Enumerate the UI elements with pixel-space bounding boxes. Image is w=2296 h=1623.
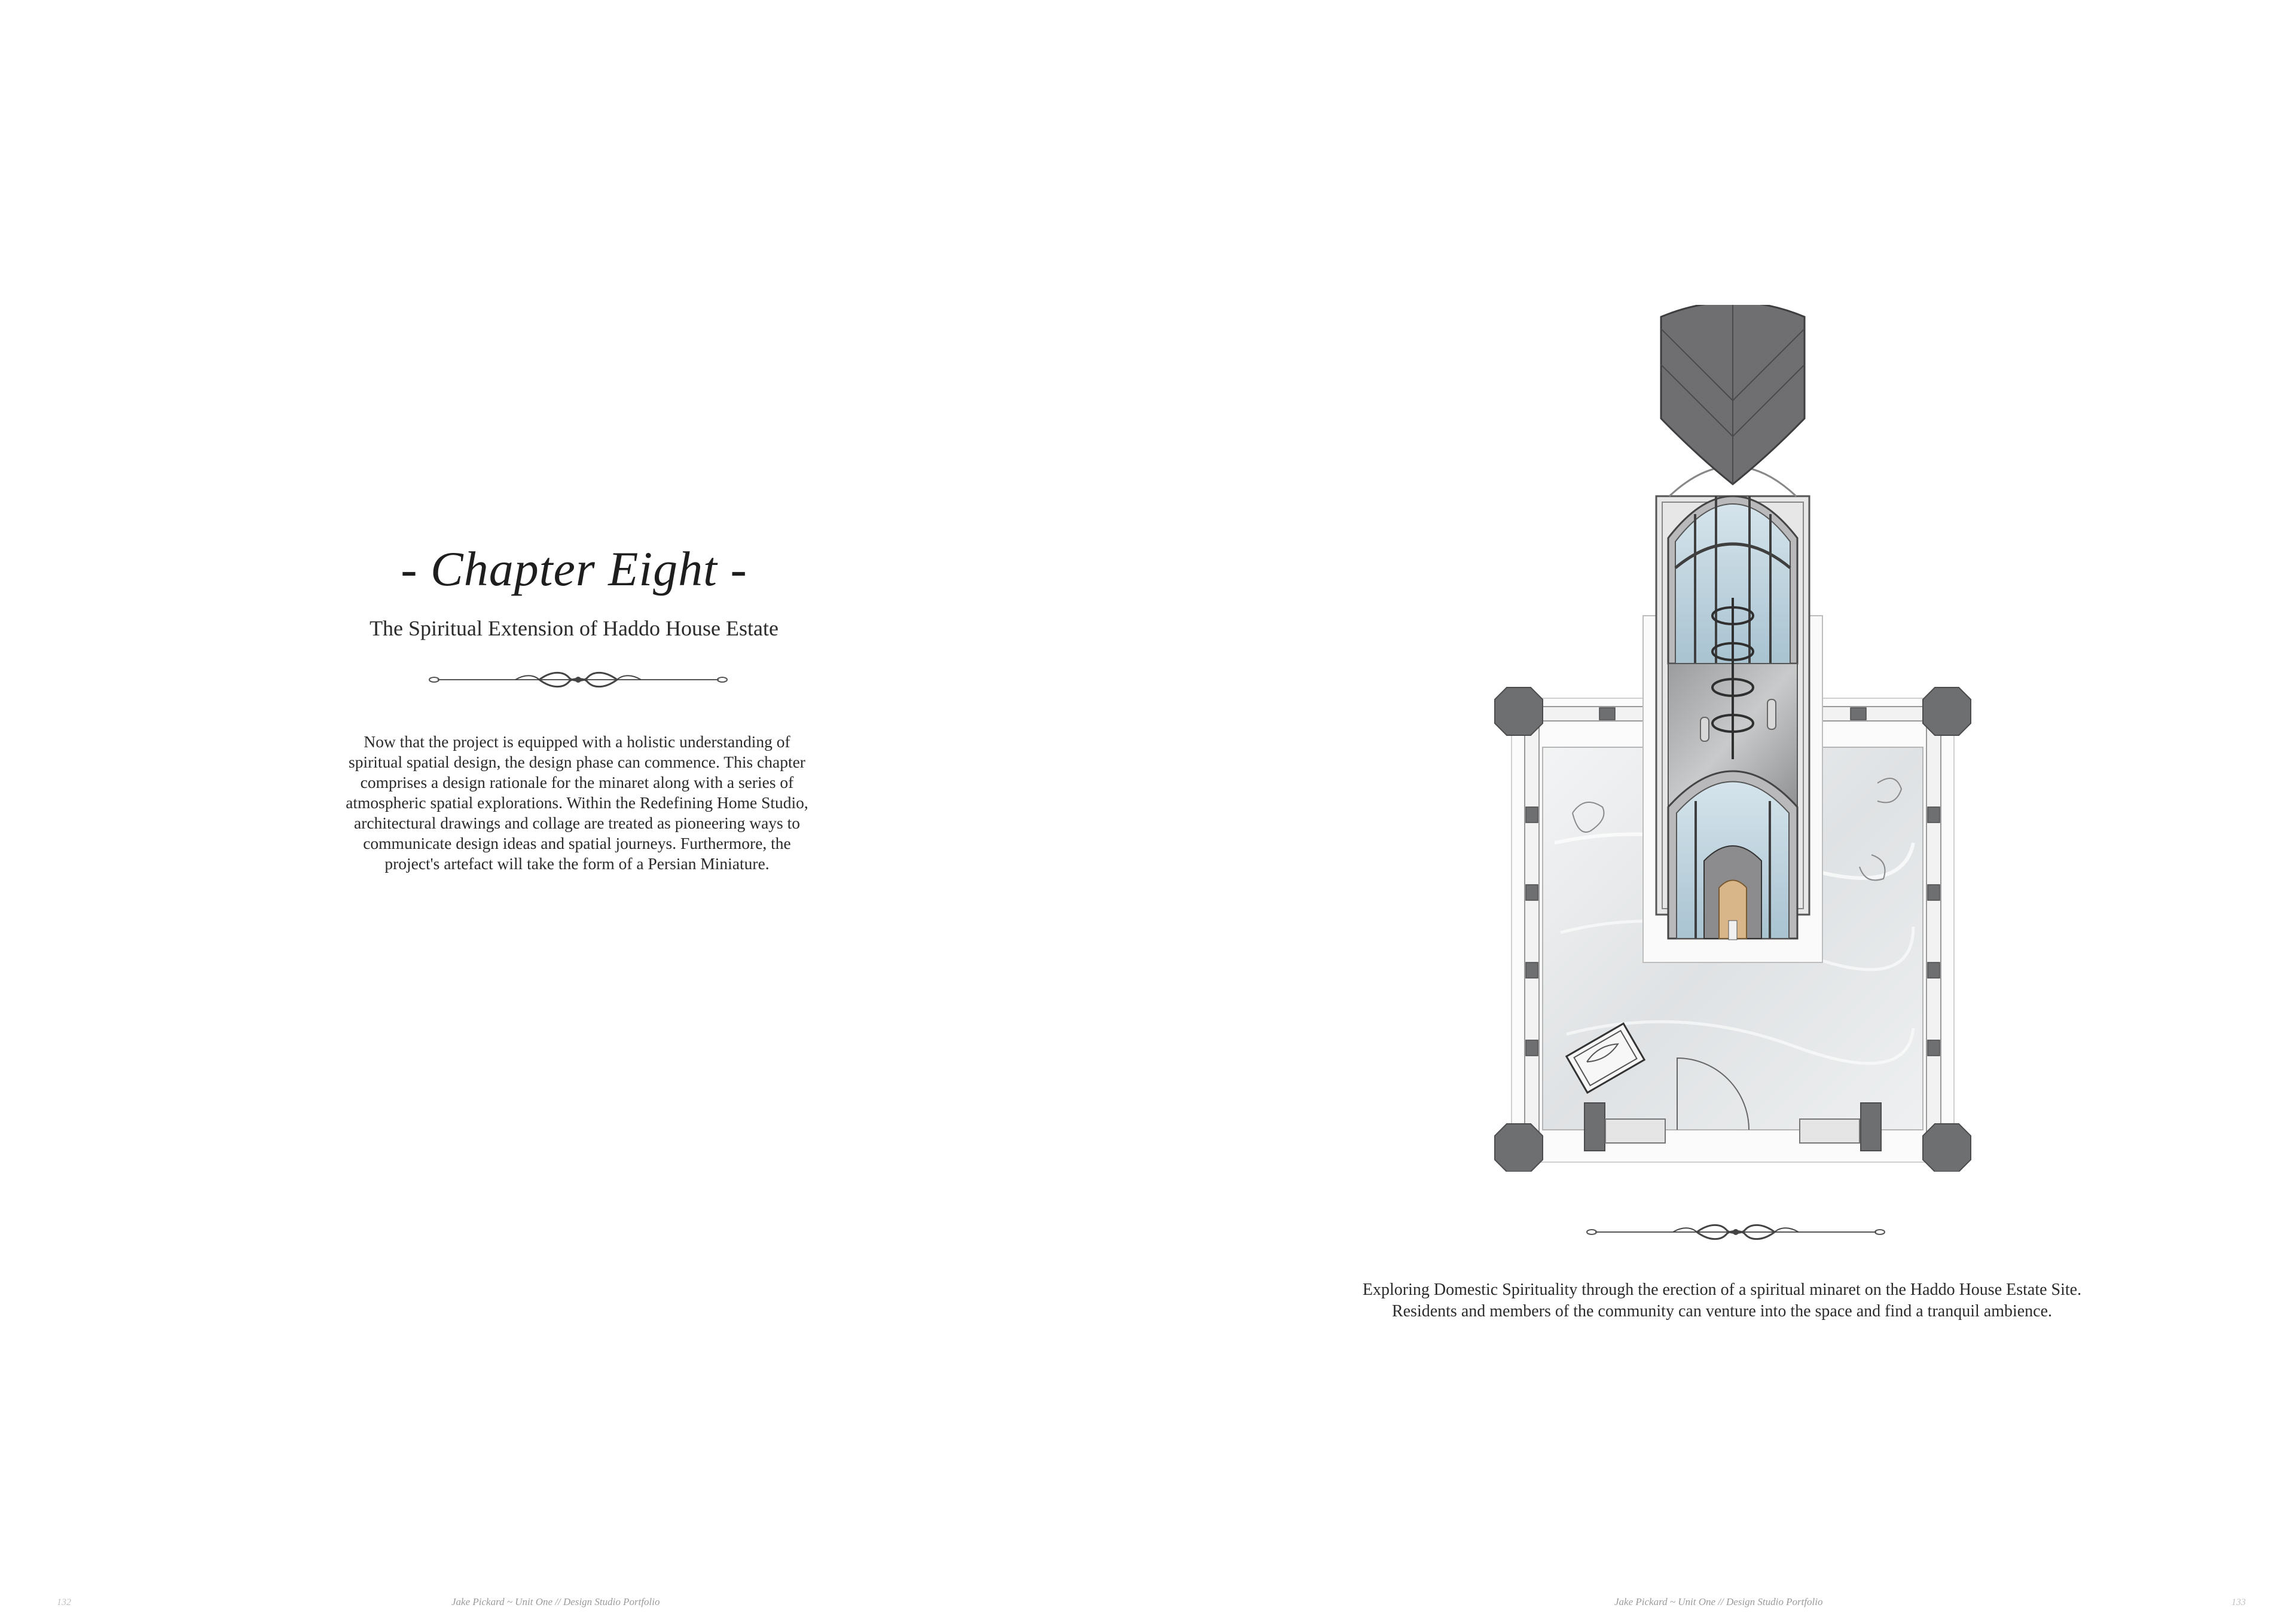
footer-text: Jake Pickard ~ Unit One // Design Studio Portfolio [1614, 1596, 1823, 1607]
intro-line: communicate design ideas and spatial journeys. Furthermore, the [363, 834, 791, 852]
footer-text: Jake Pickard ~ Unit One // Design Studio Portfolio [451, 1596, 660, 1607]
drawing-caption [1148, 1279, 2296, 1322]
chapter-title: - Chapter Eight - [401, 542, 747, 596]
intro-line: Now that the project is equipped with a holistic understanding of [364, 732, 790, 751]
intro-line: comprises a design rationale for the minaret along with a series of [360, 773, 794, 791]
chapter-subtitle: The Spiritual Extension of Haddo House Estate [370, 616, 778, 640]
caption-line: Exploring Domestic Spirituality through the erection of a spiritual minaret on the Haddo House Estate Site. [1362, 1280, 2082, 1299]
intro-line: spiritual spatial design, the design phase can commence. This chapter [349, 753, 805, 771]
page-number: 133 [2231, 1597, 2246, 1607]
right-page [1148, 0, 2296, 1623]
intro-paragraph [323, 732, 831, 874]
minaret-plan-drawing [1483, 305, 1985, 1172]
intro-line: atmospheric spatial explorations. Within the Redefining Home Studio, [346, 793, 808, 812]
page-number: 132 [57, 1597, 71, 1607]
intro-line: architectural drawings and collage are treated as pioneering ways to [354, 814, 800, 832]
ornamental-divider-icon [426, 671, 731, 689]
ornamental-divider-icon [1583, 1223, 1888, 1241]
caption-line: Residents and members of the community can venture into the space and find a tranquil ambience. [1391, 1302, 2053, 1321]
intro-line: project's artefact will take the form of a Persian Miniature. [384, 854, 770, 873]
